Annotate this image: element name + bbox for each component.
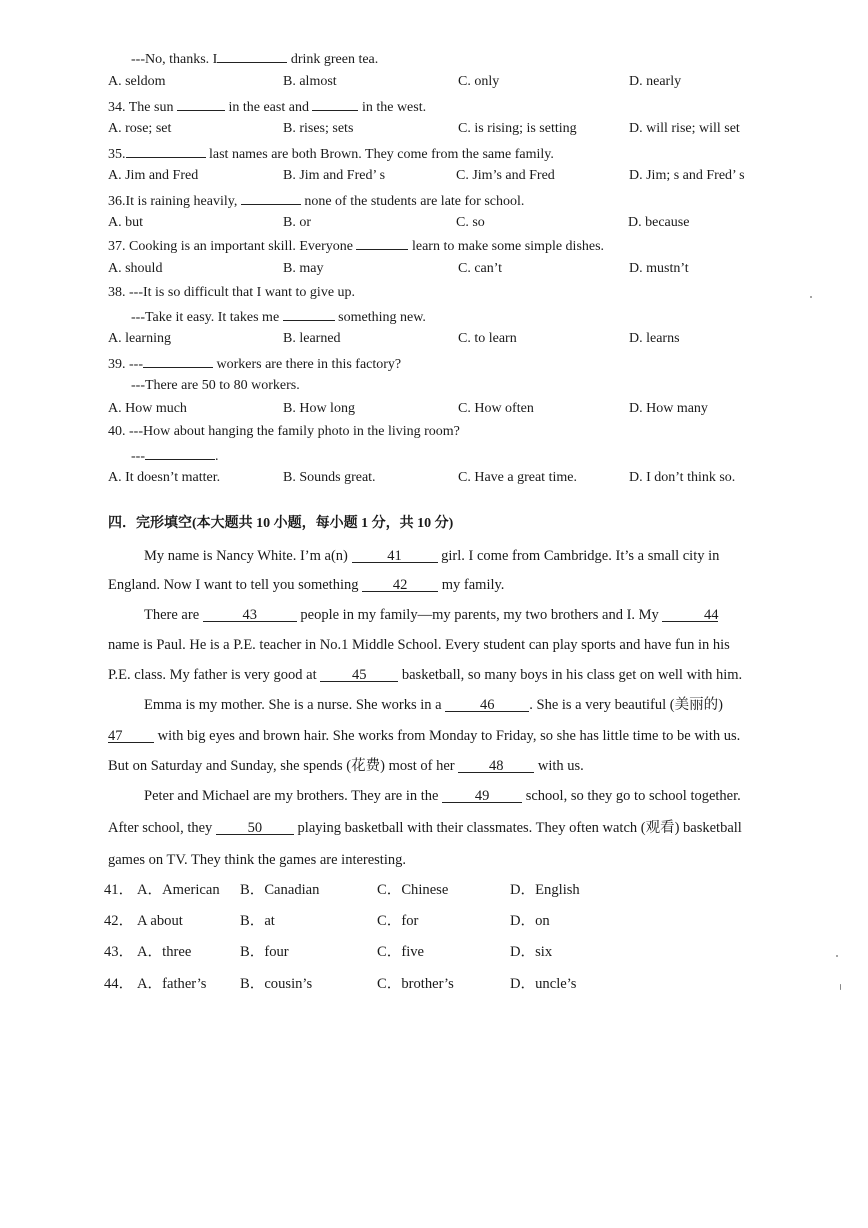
q44-number: 44． <box>104 976 134 992</box>
passage-line-2 <box>108 575 504 595</box>
q35-number: 35. <box>108 147 126 162</box>
q40-line-2 <box>131 446 219 466</box>
passage-p1a-post: girl. I come from Cambridge. It’s a small city in <box>441 548 720 564</box>
blank-47: 47 <box>108 729 154 743</box>
passage-line-3 <box>144 605 718 625</box>
q39-option-d: D. How many <box>629 401 708 416</box>
scan-speck <box>836 955 838 957</box>
q38-text-1: ---It is so difficult that I want to give up. <box>129 285 356 300</box>
q38-option-b: B. learned <box>283 331 341 346</box>
q44-option-a: A．father’s <box>137 976 207 992</box>
q42-number: 42． <box>104 913 134 929</box>
blank-41: 41 <box>352 549 438 563</box>
blank-45: 45 <box>320 668 398 682</box>
q38-option-a: A. learning <box>108 331 171 346</box>
q37-option-d: D. mustn’t <box>629 261 689 276</box>
passage-p3a-post: . She is a very beautiful (美丽的) <box>529 697 723 713</box>
q37-pre: Cooking is an important skill. Everyone <box>129 239 353 254</box>
q34-blank-2 <box>312 97 358 111</box>
q34-option-a: A. rose; set <box>108 121 172 136</box>
blank-44: 44 <box>662 608 718 622</box>
q38-pre: ---Take it easy. It takes me <box>131 310 280 325</box>
q40-option-a: A. It doesn’t matter. <box>108 470 221 485</box>
passage-p3c-pre: But on Saturday and Sunday, she spends (花费) most of her <box>108 758 455 774</box>
passage-line-4: name is Paul. He is a P.E. teacher in No.1 Middle School. Every student can play sports and have fun in his <box>108 637 730 653</box>
q34-text-a: The sun <box>128 100 174 115</box>
q34-option-d: D. will rise; will set <box>629 121 740 136</box>
q33-post: drink green tea. <box>290 52 379 67</box>
q41-option-b: B．Canadian <box>240 882 320 898</box>
q33-option-b: B. almost <box>283 74 337 89</box>
blank-46: 46 <box>445 698 529 712</box>
q35-option-c: C. Jim’s and Fred <box>456 168 555 183</box>
q33-option-d: D. nearly <box>629 74 682 89</box>
q40-blank <box>145 446 215 460</box>
q40-option-b: B. Sounds great. <box>283 470 376 485</box>
q37-post: learn to make some simple dishes. <box>411 239 605 254</box>
q33-line <box>131 49 378 69</box>
q43-option-c: C．five <box>377 944 425 960</box>
passage-p4b-pre: After school, they <box>108 820 213 836</box>
passage-p3c-post: with us. <box>537 758 584 774</box>
scan-speck <box>810 296 812 298</box>
passage-p2a-mid: people in my family—my parents, my two brothers and I. My <box>300 607 659 623</box>
q40-option-d: D. I don’t think so. <box>629 470 736 485</box>
q38-post: something new. <box>338 310 426 325</box>
passage-line-6 <box>144 695 723 715</box>
q39-blank <box>143 354 213 368</box>
q35-option-d: D. Jim; s and Fred’ s <box>629 168 745 183</box>
q40-pre: --- <box>131 449 145 464</box>
q39-option-c: C. How often <box>458 401 534 416</box>
q36-option-c: C. so <box>456 215 485 230</box>
passage-line-11: games on TV. They think the games are interesting. <box>108 852 406 868</box>
blank-48: 48 <box>458 759 534 773</box>
q34-number: 34. <box>108 100 126 115</box>
q41-number: 41． <box>104 882 134 898</box>
q39-line-2: ---There are 50 to 80 workers. <box>131 378 300 393</box>
q37-option-a: A. should <box>108 261 163 276</box>
passage-line-1 <box>144 546 719 566</box>
q39-option-a: A. How much <box>108 401 187 416</box>
blank-42: 42 <box>362 578 438 592</box>
blank-50: 50 <box>216 821 294 835</box>
q37-option-c: C. can’t <box>458 261 503 276</box>
passage-line-8 <box>108 756 584 776</box>
q41-option-d: D．English <box>510 882 580 898</box>
q42-option-d: D．on <box>510 913 550 929</box>
passage-line-10 <box>108 818 742 838</box>
passage-p4a-post: school, so they go to school together. <box>525 788 741 804</box>
q41-option-a: A．American <box>137 882 220 898</box>
passage-p3a-pre: Emma is my mother. She is a nurse. She works in a <box>144 697 442 713</box>
q35-line <box>108 144 554 164</box>
q44-option-b: B．cousin’s <box>240 976 313 992</box>
q39-line-1 <box>108 354 401 374</box>
q37-line <box>108 236 604 256</box>
q38-option-d: D. learns <box>629 331 680 346</box>
passage-p1b-post: my family. <box>441 577 505 593</box>
scan-speck <box>840 984 841 990</box>
q39-pre: --- <box>129 357 143 372</box>
q36-line <box>108 191 524 211</box>
passage-p1b-pre: England. Now I want to tell you something <box>108 577 359 593</box>
q34-text-c: in the west. <box>361 100 427 115</box>
passage-line-5 <box>108 665 742 685</box>
passage-p4a-pre: Peter and Michael are my brothers. They are in the <box>144 788 439 804</box>
q43-option-b: B．four <box>240 944 289 960</box>
q41-option-c: C．Chinese <box>377 882 449 898</box>
q33-blank <box>217 49 287 63</box>
passage-p2c-post: basketball, so many boys in his class get on well with him. <box>401 667 743 683</box>
q37-option-b: B. may <box>283 261 324 276</box>
q42-option-c: C．for <box>377 913 419 929</box>
q36-option-a: A. but <box>108 215 143 230</box>
q36-post: none of the students are late for school. <box>304 194 525 209</box>
q40-line-1 <box>108 423 460 441</box>
q38-blank <box>283 307 335 321</box>
passage-p3b-post: with big eyes and brown hair. She works from Monday to Friday, so she has little time to be with us. <box>157 728 741 744</box>
q44-option-c: C．brother’s <box>377 976 454 992</box>
blank-49: 49 <box>442 789 522 803</box>
q39-number: 39. <box>108 357 126 372</box>
q44-option-d: D．uncle’s <box>510 976 577 992</box>
q38-option-c: C. to learn <box>458 331 517 346</box>
passage-p2c-pre: P.E. class. My father is very good at <box>108 667 317 683</box>
passage-p4b-post: playing basketball with their classmates. They often watch (观看) basketball <box>297 820 742 836</box>
passage-line-9 <box>144 786 741 806</box>
q43-number: 43． <box>104 944 134 960</box>
q42-option-b: B．at <box>240 913 275 929</box>
q34-line <box>108 97 426 117</box>
q33-option-a: A. seldom <box>108 74 166 89</box>
passage-p1a-pre: My name is Nancy White. I’m a(n) <box>144 548 348 564</box>
q37-blank <box>356 236 408 250</box>
q33-pre: ---No, thanks. I <box>131 52 218 67</box>
q40-text-1: ---How about hanging the family photo in the living room? <box>129 424 460 439</box>
q38-number: 38. <box>108 285 126 300</box>
q35-post: last names are both Brown. They come from the same family. <box>209 147 554 162</box>
q35-blank <box>126 144 206 158</box>
q36-option-d: D. because <box>628 215 690 230</box>
q38-line-2 <box>131 307 426 327</box>
q38-line-1 <box>108 284 355 302</box>
q36-pre: 36.It is raining heavily, <box>108 194 238 209</box>
q34-text-b: in the east and <box>228 100 309 115</box>
q39-option-b: B. How long <box>283 401 355 416</box>
passage-p2a-pre: There are <box>144 607 200 623</box>
blank-43: 43 <box>203 608 297 622</box>
q33-option-c: C. only <box>458 74 500 89</box>
q34-option-b: B. rises; sets <box>283 121 354 136</box>
passage-line-7 <box>108 726 740 746</box>
q37-number: 37. <box>108 239 126 254</box>
q43-option-a: A．three <box>137 944 192 960</box>
q36-blank <box>241 191 301 205</box>
q43-option-d: D．six <box>510 944 553 960</box>
q35-option-b: B. Jim and Fred’ s <box>283 168 386 183</box>
q40-option-c: C. Have a great time. <box>458 470 577 485</box>
q39-post: workers are there in this factory? <box>216 357 402 372</box>
q36-option-b: B. or <box>283 215 311 230</box>
q40-post: . <box>215 449 219 464</box>
q34-blank-1 <box>177 97 225 111</box>
q42-option-a: A about <box>137 913 183 929</box>
q40-number: 40. <box>108 424 126 439</box>
section-four-title: 四．完形填空(本大题共 10 小题，每小题 1 分，共 10 分) <box>108 516 454 531</box>
q35-option-a: A. Jim and Fred <box>108 168 199 183</box>
q34-option-c: C. is rising; is setting <box>458 121 577 136</box>
